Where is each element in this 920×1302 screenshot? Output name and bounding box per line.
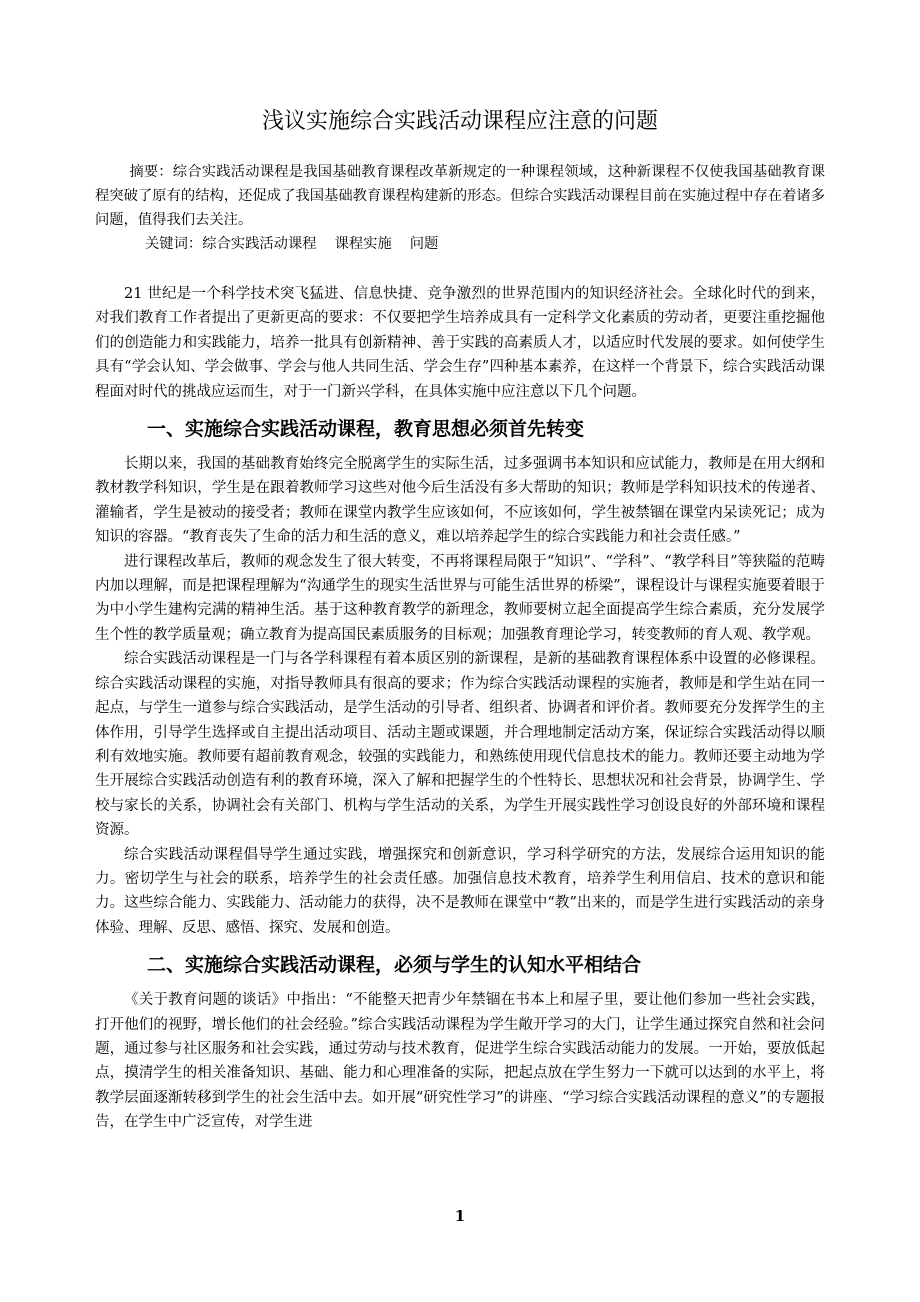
keyword-item: 综合实践活动课程 (202, 236, 317, 252)
body-paragraph: 长期以来，我国的基础教育始终完全脱离学生的实际生活，过多强调书本知识和应试能力，教师是在用大纲和教材教学科知识，学生是在跟着教师学习这些对他今后生活没有多大帮助的知识；教师是学科知识技术的传递者、灌输者，学生是被动的接受者；教师在课堂内教学生应该如何，不应该如何，学生被禁锢在课堂内呆读死记；成为知识的容器。“教育丧失了生命的活力和生活的意义，难以培养起学生的综合实践能力和社会责任感。” (95, 456, 825, 546)
body-paragraph: 综合实践活动课程是一门与各学科课程有着本质区别的新课程，是新的基础教育课程体系中设置的必修课程。综合实践活动课程的实施，对指导教师具有很高的要求；作为综合实践活动课程的实施者，教师是和学生站在同一起点，与学生一道参与综合实践活动，是学生活动的引导者、组织者、协调者和评价者。教师要充分发挥学生的主体作用，引导学生选择或自主提出活动项目、活动主题或课题，并合理地制定活动方案，保证综合实践活动得以顺利有效地实施。教师要有超前教育观念，较强的实践能力，和熟练使用现代信息技术的能力。教师还要主动地为学生开展综合实践活动创造有利的教育环境，深入了解和把握学生的个性特长、思想状况和社会背景，协调学生、学校与家长的关系，协调社会有关部门、机构与学生活动的关系，为学生开展实践性学习创设良好的外部环境和课程资源。 (95, 651, 825, 839)
keyword-item: 课程实施 (334, 236, 392, 252)
document-title: 浅议实施综合实践活动课程应注意的问题 (261, 109, 658, 134)
keywords-line (95, 232, 825, 256)
document-body (95, 102, 825, 1135)
body-paragraph: 进行课程改革后，教师的观念发生了很大转变，不再将课程局限于“知识”、“学科”、“教学科目”等狭隘的范畴内加以理解，而是把课程理解为“沟通学生的现实生活世界与可能生活世界的桥梁”，课程设计与课程实施要着眼于为中小学生建构完满的精神生活。基于这种教育教学的新理念，教师要树立起全面提高学生综合素质，充分发展学生个性的教学质量观；确立教育为提高国民素质服务的目标观；加强教育理论学习，转变教师的育人观、教学观。 (95, 553, 825, 643)
keywords-label: 关键词： (145, 236, 203, 252)
abstract-paragraph: 摘要：综合实践活动课程是我国基础教育课程改革新规定的一种课程领域，这种新课程不仅使我国基础教育课程突破了原有的结构，还促成了我国基础教育课程构建新的形态。但综合实践活动课程目前在实施过程中存在着诸多问题，值得我们去关注。 (95, 164, 825, 228)
section-heading: 二、实施综合实践活动课程，必须与学生的认知水平相结合 (147, 954, 642, 977)
page-number: 1 (454, 1207, 466, 1225)
keyword-item: 问题 (409, 236, 439, 252)
section-heading: 一、实施综合实践活动课程，教育思想必须首先转变 (147, 418, 585, 441)
body-paragraph: 《关于教育问题的谈话》中指出：“不能整天把青少年禁锢在书本上和屋子里，要让他们参加一些社会实践，打开他们的视野，增长他们的社会经验。”综合实践活动课程为学生敞开学习的大门，让学生通过探究自然和社会问题，通过参与社区服务和社会实践，通过劳动与技术教育，促进学生综合实践活动能力的发展。一开始，要放低起点，摸清学生的相关准备知识、基础、能力和心理准备的实际，把起点放在学生努力一下就可以达到的水平上，将教学层面逐渐转移到学生的社会生活中去。如开展“研究性学习”的讲座、“学习综合实践活动课程的意义”的专题报告，在学生中广泛宣传，对学生进 (95, 992, 825, 1131)
intro-paragraph: 21 世纪是一个科学技术突飞猛进、信息快捷、竞争激烈的世界范围内的知识经济社会。全球化时代的到来，对我们教育工作者提出了更新更高的要求：不仅要把学生培养成具有一定科学文化素质的劳动者，更要注重挖掘他们的创造能力和实践能力，培养一批具有创新精神、善于实践的高素质人才，以适应时代发展的要求。如何使学生具有“学会认知、学会做事、学会与他人共同生活、学会生存”四种基本素养，在这样一个背景下，综合实践活动课程面对时代的挑战应运而生，对于一门新兴学科，在具体实施中应注意以下几个问题。 (95, 286, 825, 400)
body-paragraph: 综合实践活动课程倡导学生通过实践，增强探究和创新意识，学习科学研究的方法，发展综合运用知识的能力。密切学生与社会的联系，培养学生的社会责任感。加强信息技术教育，培养学生利用信启、技术的意识和能力。这些综合能力、实践能力、活动能力的获得，决不是教师在课堂中“教”出来的，而是学生进行实践活动的亲身体验、理解、反思、感悟、探究、发展和创造。 (95, 846, 825, 936)
